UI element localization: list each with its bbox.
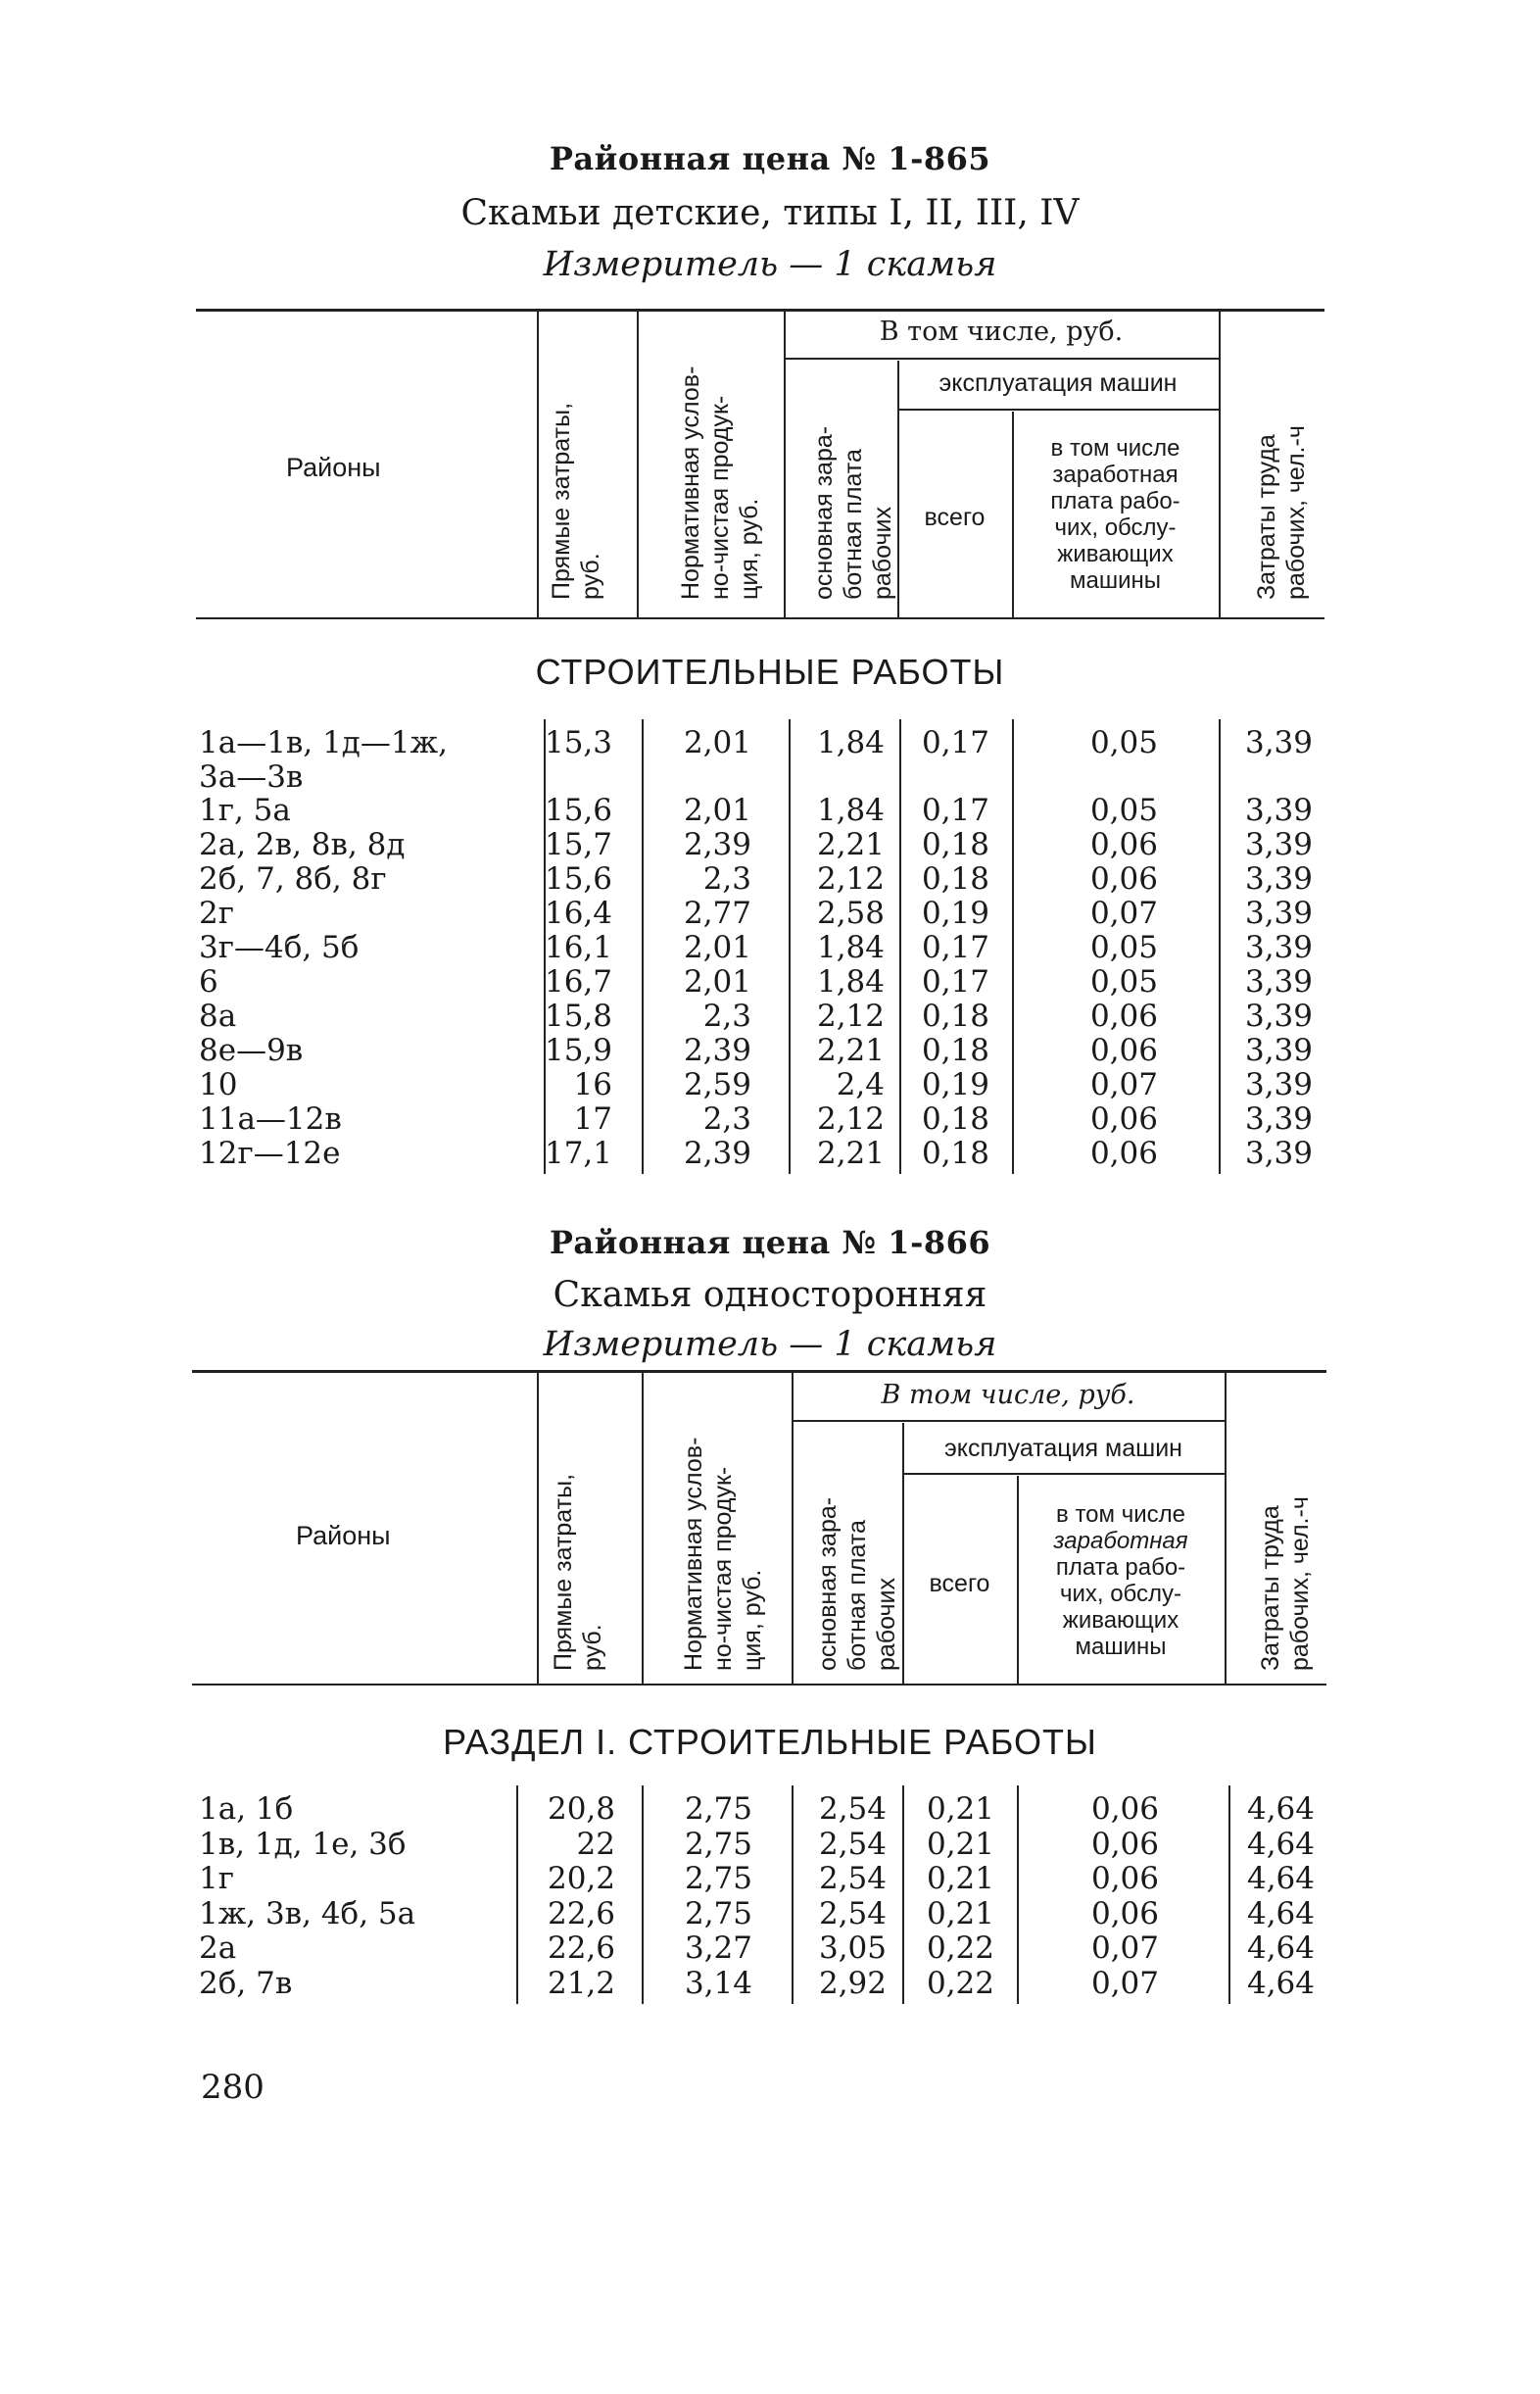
cell-mach: 0,17 <box>921 793 989 828</box>
cell-labor: 4,64 <box>1246 1895 1315 1931</box>
table1-measure: Измеритель — 1 скамья <box>543 245 997 284</box>
table1-title: Районная цена № 1-865 <box>549 140 991 177</box>
cell-labor: 3,39 <box>1244 793 1313 828</box>
cell-mach: 0,18 <box>921 999 989 1034</box>
cell-norm: 2,59 <box>683 1067 751 1102</box>
cell-mach-wage: 0,06 <box>1090 1826 1159 1862</box>
cell-mach: 0,21 <box>926 1791 994 1827</box>
table-row <box>0 827 1540 861</box>
table2-header-districts: Районы <box>296 1521 391 1550</box>
cell-mach: 0,19 <box>921 1067 989 1102</box>
body-col-sep <box>1012 719 1014 1174</box>
cell-mach: 0,18 <box>921 827 989 862</box>
cell-direct: 17 <box>573 1101 612 1137</box>
table2-header-machines: эксплуатация машин <box>944 1435 1182 1462</box>
table-row <box>0 1136 1540 1170</box>
table-row <box>0 1791 1540 1826</box>
table-row <box>0 964 1540 999</box>
table2-header-labor: Затраты труда рабочих, чел.-ч <box>1257 1496 1314 1671</box>
cell-mach: 0,18 <box>921 861 989 897</box>
table2-measure: Измеритель — 1 скамья <box>543 1325 997 1364</box>
table-row <box>0 1896 1540 1930</box>
cell-direct: 16,7 <box>544 964 612 1000</box>
cell-mach-wage: 0,06 <box>1089 1136 1158 1171</box>
cell-wage: 2,54 <box>818 1895 887 1931</box>
cell-mach-wage: 0,06 <box>1089 1033 1158 1068</box>
table-row <box>0 930 1540 964</box>
body-col-sep <box>902 1785 904 2004</box>
cell-district: 1ж, 3в, 4б, 5а <box>199 1895 416 1931</box>
table1-col-sep <box>637 312 639 617</box>
cell-norm: 2,3 <box>702 861 751 897</box>
cell-direct: 22,6 <box>547 1895 615 1931</box>
body-col-sep <box>1219 719 1221 1174</box>
cell-labor: 4,64 <box>1246 1965 1315 2001</box>
table-row <box>0 896 1540 930</box>
table-row <box>0 1827 1540 1861</box>
cell-wage: 2,12 <box>816 1101 885 1137</box>
table2-col-sep <box>642 1373 644 1684</box>
cell-direct: 16,1 <box>544 930 612 965</box>
cell-wage: 2,92 <box>818 1965 887 2001</box>
cell-mach-wage: 0,06 <box>1089 861 1158 897</box>
cell-labor: 3,39 <box>1244 1101 1313 1137</box>
table2-title: Районная цена № 1-866 <box>549 1224 991 1261</box>
table-row <box>0 1966 1540 2000</box>
cell-mach: 0,19 <box>921 896 989 931</box>
cell-direct: 15,9 <box>544 1033 612 1068</box>
cell-mach-wage: 0,07 <box>1089 896 1158 931</box>
cell-mach: 0,21 <box>926 1861 994 1896</box>
body-col-sep <box>516 1785 518 2004</box>
cell-norm: 2,01 <box>683 793 751 828</box>
cell-norm: 2,39 <box>683 827 751 862</box>
table1-section-title: СТРОИТЕЛЬНЫЕ РАБОТЫ <box>535 652 1005 692</box>
cell-direct: 20,2 <box>547 1861 615 1896</box>
cell-district: 1г, 5а <box>199 793 291 828</box>
cell-labor: 4,64 <box>1246 1826 1315 1862</box>
cell-norm: 2,01 <box>683 725 751 760</box>
cell-labor: 4,64 <box>1246 1930 1315 1966</box>
cell-mach-wage: 0,05 <box>1089 930 1158 965</box>
table-row <box>0 1033 1540 1067</box>
cell-norm: 2,77 <box>683 896 751 931</box>
cell-district: 2г <box>199 896 234 931</box>
table-row <box>0 725 1540 759</box>
cell-mach-wage: 0,06 <box>1089 827 1158 862</box>
cell-norm: 2,3 <box>702 1101 751 1137</box>
table2-machines-rule <box>902 1473 1225 1475</box>
page-number: 280 <box>201 2068 265 2107</box>
cell-wage: 2,12 <box>816 861 885 897</box>
cell-wage: 1,84 <box>816 793 885 828</box>
table-row <box>0 793 1540 827</box>
table1-col-sep <box>537 312 539 617</box>
cell-mach-wage: 0,06 <box>1089 999 1158 1034</box>
table1-incl-rule <box>784 358 1219 360</box>
cell-norm: 2,3 <box>702 999 751 1034</box>
cell-district: 10 <box>199 1067 238 1102</box>
cell-wage: 2,54 <box>818 1861 887 1896</box>
cell-norm: 2,39 <box>683 1033 751 1068</box>
table1-header-including: В том числе, руб. <box>879 317 1124 347</box>
table1-col-sep <box>897 361 899 617</box>
cell-norm: 2,01 <box>683 964 751 1000</box>
cell-district: 1г <box>199 1861 234 1896</box>
cell-wage: 3,05 <box>818 1930 887 1966</box>
table-row <box>0 861 1540 896</box>
table2-header-including: В том числе, руб. <box>881 1380 1135 1410</box>
cell-labor: 3,39 <box>1244 1033 1313 1068</box>
cell-district: 8е—9в <box>199 1033 304 1068</box>
table1-col-sep <box>1219 312 1221 617</box>
cell-mach: 0,22 <box>926 1930 994 1966</box>
cell-direct: 15,8 <box>544 999 612 1034</box>
cell-labor: 3,39 <box>1244 1136 1313 1171</box>
cell-mach: 0,18 <box>921 1136 989 1171</box>
cell-district: 8а <box>199 999 237 1034</box>
cell-wage: 2,21 <box>816 827 885 862</box>
table1-header-wage: основная зара- ботная плата рабочих <box>810 425 896 600</box>
cell-norm: 2,75 <box>684 1791 752 1827</box>
body-col-sep <box>1228 1785 1230 2004</box>
cell-district: 1а, 1б <box>199 1791 294 1827</box>
cell-mach-wage: 0,05 <box>1089 793 1158 828</box>
cell-mach: 0,17 <box>921 964 989 1000</box>
cell-labor: 3,39 <box>1244 930 1313 965</box>
cell-labor: 3,39 <box>1244 964 1313 1000</box>
cell-direct: 16 <box>573 1067 612 1102</box>
body-col-sep <box>899 719 901 1174</box>
table1-machines-rule <box>897 409 1219 411</box>
cell-mach: 0,18 <box>921 1101 989 1137</box>
cell-mach-wage: 0,07 <box>1089 1067 1158 1102</box>
cell-mach: 0,21 <box>926 1826 994 1862</box>
table2-header-total: всего <box>929 1570 990 1597</box>
cell-norm: 2,75 <box>684 1826 752 1862</box>
table-row-continuation <box>0 759 1540 794</box>
table-row <box>0 1067 1540 1101</box>
table2-section-title: РАЗДЕЛ I. СТРОИТЕЛЬНЫЕ РАБОТЫ <box>443 1722 1097 1762</box>
cell-labor: 3,39 <box>1244 827 1313 862</box>
cell-wage: 1,84 <box>816 930 885 965</box>
cell-labor: 4,64 <box>1246 1791 1315 1827</box>
cell-direct: 21,2 <box>547 1965 615 2001</box>
cell-mach: 0,17 <box>921 725 989 760</box>
cell-labor: 3,39 <box>1244 1067 1313 1102</box>
cell-district: 2а, 2в, 8в, 8д <box>199 827 406 862</box>
cell-mach-wage: 0,07 <box>1090 1930 1159 1966</box>
table2-header-wage: основная зара- ботная плата рабочих <box>814 1496 900 1671</box>
cell-direct: 15,3 <box>544 725 612 760</box>
table-row <box>0 1101 1540 1136</box>
cell-direct: 16,4 <box>544 896 612 931</box>
cell-norm: 2,39 <box>683 1136 751 1171</box>
cell-direct: 17,1 <box>544 1136 612 1171</box>
cell-norm: 2,75 <box>684 1895 752 1931</box>
cell-wage: 1,84 <box>816 725 885 760</box>
cell-direct: 20,8 <box>547 1791 615 1827</box>
cell-labor: 4,64 <box>1246 1861 1315 1896</box>
table-row <box>0 1861 1540 1895</box>
body-col-sep <box>544 719 546 1174</box>
cell-direct: 15,6 <box>544 861 612 897</box>
cell-district: 1а—1в, 1д—1ж, <box>199 725 448 760</box>
cell-wage: 2,21 <box>816 1033 885 1068</box>
cell-norm: 3,27 <box>684 1930 752 1966</box>
body-col-sep <box>789 719 791 1174</box>
table1-header-incl-wage: в том числе заработная плата рабо- чих, обслу- живающих машины <box>1050 435 1180 594</box>
cell-mach-wage: 0,05 <box>1089 725 1158 760</box>
cell-direct: 15,7 <box>544 827 612 862</box>
cell-district: 3г—4б, 5б <box>199 930 360 965</box>
table2-header-norm: Нормативная услов- но-чистая продук- ция, руб. <box>680 1437 766 1671</box>
cell-district: 12г—12е <box>199 1136 341 1171</box>
cell-mach: 0,22 <box>926 1965 994 2001</box>
cell-wage: 2,58 <box>816 896 885 931</box>
table2-incl-rule <box>792 1420 1225 1422</box>
cell-direct: 22,6 <box>547 1930 615 1966</box>
table1-header-total: всего <box>924 504 986 531</box>
cell-labor: 3,39 <box>1244 999 1313 1034</box>
cell-mach: 0,21 <box>926 1895 994 1931</box>
cell-mach-wage: 0,06 <box>1089 1101 1158 1137</box>
cell-wage: 2,12 <box>816 999 885 1034</box>
cell-labor: 3,39 <box>1244 725 1313 760</box>
cell-mach: 0,17 <box>921 930 989 965</box>
body-col-sep <box>1017 1785 1019 2004</box>
table2-header-bottom-rule <box>192 1684 1326 1686</box>
cell-mach: 0,18 <box>921 1033 989 1068</box>
table2-header-direct: Прямые затраты, руб. <box>550 1473 606 1671</box>
cell-wage: 2,21 <box>816 1136 885 1171</box>
cell-norm: 2,75 <box>684 1861 752 1896</box>
cell-mach-wage: 0,07 <box>1090 1965 1159 2001</box>
cell-norm: 2,01 <box>683 930 751 965</box>
table1-header-direct: Прямые затраты, руб. <box>548 402 604 600</box>
cell-district: 2а <box>199 1930 237 1966</box>
cell-mach-wage: 0,06 <box>1090 1861 1159 1896</box>
cell-district: 2б, 7, 8б, 8г <box>199 861 387 897</box>
cell-direct: 15,6 <box>544 793 612 828</box>
body-col-sep <box>642 719 644 1174</box>
table2-subtitle: Скамья односторонняя <box>553 1275 987 1315</box>
table-row <box>0 1930 1540 1965</box>
cell-mach-wage: 0,05 <box>1089 964 1158 1000</box>
table-row <box>0 999 1540 1033</box>
table2-header-incl-wage: в том числе заработная плата рабо- чих, обслу- живающих машины <box>1053 1501 1188 1660</box>
cell-wage: 2,54 <box>818 1826 887 1862</box>
cell-mach-wage: 0,06 <box>1090 1791 1159 1827</box>
body-col-sep <box>642 1785 644 2004</box>
cell-district: 6 <box>199 964 218 1000</box>
cell-direct: 22 <box>576 1826 615 1862</box>
table1-header-norm: Нормативная услов- но-чистая продук- ция, руб. <box>677 366 763 600</box>
cell-district: 2б, 7в <box>199 1965 293 2001</box>
table1-header-districts: Районы <box>286 453 381 482</box>
cell-wage: 1,84 <box>816 964 885 1000</box>
cell-norm: 3,14 <box>684 1965 752 2001</box>
body-col-sep <box>792 1785 794 2004</box>
cell-labor: 3,39 <box>1244 896 1313 931</box>
cell-district: 3а—3в <box>199 759 304 795</box>
table2-col-sep <box>537 1373 539 1684</box>
table1-subtitle: Скамьи детские, типы I, II, III, IV <box>460 193 1080 233</box>
cell-wage: 2,54 <box>818 1791 887 1827</box>
cell-mach-wage: 0,06 <box>1090 1895 1159 1931</box>
cell-wage: 2,4 <box>836 1067 885 1102</box>
table1-header-machines: эксплуатация машин <box>938 369 1178 397</box>
table1-header-top-rule <box>196 309 1324 312</box>
table2-header-top-rule <box>192 1370 1326 1373</box>
cell-district: 1в, 1д, 1е, 3б <box>199 1826 407 1862</box>
table1-header-bottom-rule <box>196 617 1324 619</box>
cell-labor: 3,39 <box>1244 861 1313 897</box>
table2-col-sep <box>1225 1373 1227 1684</box>
cell-district: 11а—12в <box>199 1101 342 1137</box>
table1-header-labor: Затраты труда рабочих, чел.-ч <box>1253 425 1310 600</box>
